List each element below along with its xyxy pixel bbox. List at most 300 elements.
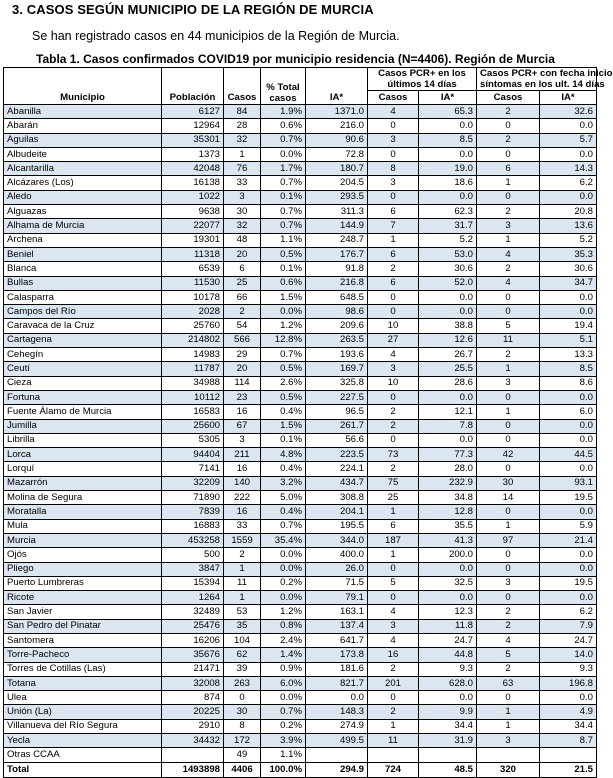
cell-pct-total: 0.6% xyxy=(261,119,306,133)
cell-casos: 1 xyxy=(224,147,261,161)
cell-pcr14-ia: 62.3 xyxy=(419,205,477,219)
cell-pcr14-ia xyxy=(419,748,477,762)
table-row xyxy=(4,491,597,505)
total-pcr14-ia: 48.5 xyxy=(419,762,477,777)
cell-sint-casos: 4 xyxy=(477,633,540,647)
table-row xyxy=(4,462,597,476)
cell-poblacion: 16138 xyxy=(162,176,224,190)
cell-pct-total: 0.0% xyxy=(261,147,306,161)
cell-casos: 84 xyxy=(224,105,261,119)
cell-casos: 25 xyxy=(224,276,261,290)
cell-casos: 11 xyxy=(224,576,261,590)
cell-casos: 32 xyxy=(224,219,261,233)
cell-pcr14-ia: 0.0 xyxy=(419,691,477,705)
cell-sint-casos: 3 xyxy=(477,219,540,233)
cell-municipio: Lorquí xyxy=(4,462,162,476)
cell-sint-ia: 196.8 xyxy=(540,676,597,690)
cell-casos: 49 xyxy=(224,748,261,762)
cell-municipio: Ricote xyxy=(4,591,162,605)
cell-poblacion: 11530 xyxy=(162,276,224,290)
cell-pcr14-casos: 5 xyxy=(368,576,419,590)
cell-poblacion: 453258 xyxy=(162,533,224,547)
cell-pcr14-ia: 28.6 xyxy=(419,376,477,390)
cell-ia: 344.0 xyxy=(306,533,368,547)
cell-pct-total: 0.0% xyxy=(261,548,306,562)
cell-sint-ia: 0.0 xyxy=(540,562,597,576)
cell-ia: 204.1 xyxy=(306,505,368,519)
cell-casos: 114 xyxy=(224,376,261,390)
cell-pcr14-casos: 0 xyxy=(368,290,419,304)
cell-casos: 23 xyxy=(224,390,261,404)
cell-pcr14-ia: 12.3 xyxy=(419,605,477,619)
cell-pct-total: 2.6% xyxy=(261,376,306,390)
cell-pct-total: 3.9% xyxy=(261,734,306,748)
cell-municipio: Torres de Cotillas (Las) xyxy=(4,662,162,676)
total-sint-casos: 320 xyxy=(477,762,540,777)
cell-casos: 30 xyxy=(224,205,261,219)
cell-pcr14-casos: 2 xyxy=(368,462,419,476)
table-row xyxy=(4,676,597,690)
cell-pct-total: 1.2% xyxy=(261,605,306,619)
cell-pcr14-ia: 31.7 xyxy=(419,219,477,233)
municipality-cases-table xyxy=(3,67,613,778)
cell-municipio: Cartagena xyxy=(4,333,162,347)
cell-municipio: Blanca xyxy=(4,262,162,276)
cell-sint-ia: 34.4 xyxy=(540,719,597,733)
cell-pcr14-casos: 4 xyxy=(368,105,419,119)
cell-sint-ia: 19.5 xyxy=(540,491,597,505)
cell-municipio: Villanueva del Río Segura xyxy=(4,719,162,733)
cell-municipio: Mazarrón xyxy=(4,476,162,490)
cell-sint-ia: 7.9 xyxy=(540,619,597,633)
cell-pct-total: 0.7% xyxy=(261,176,306,190)
cell-casos: 3 xyxy=(224,433,261,447)
cell-ia: 176.7 xyxy=(306,247,368,261)
cell-pcr14-casos: 10 xyxy=(368,319,419,333)
cell-ia: 223.5 xyxy=(306,448,368,462)
cell-ia: 434.7 xyxy=(306,476,368,490)
total-pcr14-casos: 724 xyxy=(368,762,419,777)
cell-poblacion: 7141 xyxy=(162,462,224,476)
cell-pct-total: 0.2% xyxy=(261,719,306,733)
cell-municipio: Fortuna xyxy=(4,390,162,404)
cell-sint-ia: 0.0 xyxy=(540,433,597,447)
cell-pcr14-ia: 0.0 xyxy=(419,433,477,447)
cell-sint-ia: 0.0 xyxy=(540,505,597,519)
cell-pcr14-ia: 9.3 xyxy=(419,662,477,676)
cell-pcr14-casos: 2 xyxy=(368,662,419,676)
cell-sint-ia: 93.1 xyxy=(540,476,597,490)
cell-poblacion: 34432 xyxy=(162,734,224,748)
cell-pcr14-casos: 1 xyxy=(368,233,419,247)
cell-sint-casos: 42 xyxy=(477,448,540,462)
cell-poblacion: 10178 xyxy=(162,290,224,304)
table-row xyxy=(4,648,597,662)
cell-pcr14-ia: 31.9 xyxy=(419,734,477,748)
cell-pcr14-casos: 10 xyxy=(368,376,419,390)
cell-pcr14-casos xyxy=(368,748,419,762)
cell-casos: 76 xyxy=(224,162,261,176)
cell-poblacion: 9638 xyxy=(162,205,224,219)
cell-pcr14-casos: 201 xyxy=(368,676,419,690)
cell-sint-casos: 2 xyxy=(477,105,540,119)
cell-poblacion: 11318 xyxy=(162,247,224,261)
cell-pcr14-ia: 0.0 xyxy=(419,119,477,133)
cell-sint-ia: 19.5 xyxy=(540,576,597,590)
cell-municipio: Aguilas xyxy=(4,133,162,147)
cell-casos: 16 xyxy=(224,505,261,519)
cell-pcr14-casos: 2 xyxy=(368,705,419,719)
cell-pct-total: 1.2% xyxy=(261,319,306,333)
cell-casos: 1559 xyxy=(224,533,261,547)
cell-pcr14-ia: 77.3 xyxy=(419,448,477,462)
table-row xyxy=(4,419,597,433)
total-municipio: Total xyxy=(4,762,162,777)
cell-sint-ia: 32.6 xyxy=(540,105,597,119)
cell-pcr14-casos: 2 xyxy=(368,419,419,433)
table-row xyxy=(4,433,597,447)
cell-ia: 261.7 xyxy=(306,419,368,433)
cell-sint-casos: 0 xyxy=(477,548,540,562)
cell-pct-total: 1.5% xyxy=(261,419,306,433)
cell-casos: 16 xyxy=(224,462,261,476)
cell-pct-total: 1.1% xyxy=(261,233,306,247)
table-row xyxy=(4,190,597,204)
cell-casos: 62 xyxy=(224,648,261,662)
cell-pcr14-ia: 628.0 xyxy=(419,676,477,690)
cell-pct-total: 2.4% xyxy=(261,633,306,647)
cell-sint-ia: 9.3 xyxy=(540,662,597,676)
cell-sint-casos: 2 xyxy=(477,662,540,676)
cell-pcr14-casos: 73 xyxy=(368,448,419,462)
table-row xyxy=(4,333,597,347)
header-pcr14-casos: Casos xyxy=(368,91,419,105)
cell-sint-casos: 3 xyxy=(477,376,540,390)
cell-casos: 222 xyxy=(224,491,261,505)
cell-municipio: Abarán xyxy=(4,119,162,133)
cell-poblacion: 25600 xyxy=(162,419,224,433)
cell-sint-casos: 5 xyxy=(477,648,540,662)
cell-ia: 195.5 xyxy=(306,519,368,533)
cell-pct-total: 1.1% xyxy=(261,748,306,762)
cell-pct-total: 0.0% xyxy=(261,691,306,705)
cell-pcr14-ia: 5.2 xyxy=(419,233,477,247)
cell-sint-ia: 0.0 xyxy=(540,190,597,204)
cell-poblacion: 1022 xyxy=(162,190,224,204)
cell-casos: 263 xyxy=(224,676,261,690)
cell-pcr14-ia: 38.8 xyxy=(419,319,477,333)
cell-pct-total: 0.5% xyxy=(261,247,306,261)
cell-pcr14-casos: 6 xyxy=(368,519,419,533)
cell-pcr14-ia: 9.9 xyxy=(419,705,477,719)
cell-municipio: Ulea xyxy=(4,691,162,705)
cell-sint-ia: 24.7 xyxy=(540,633,597,647)
cell-poblacion: 25476 xyxy=(162,619,224,633)
cell-casos: 172 xyxy=(224,734,261,748)
section-heading: 3. CASOS SEGÚN MUNICIPIO DE LA REGIÓN DE MURCIA xyxy=(12,2,374,17)
table-row xyxy=(4,576,597,590)
total-ia: 294.9 xyxy=(306,762,368,777)
table-row xyxy=(4,233,597,247)
cell-casos: 28 xyxy=(224,119,261,133)
total-row xyxy=(4,762,597,777)
cell-sint-ia: 6.0 xyxy=(540,405,597,419)
header-sint-ia: IA* xyxy=(540,91,597,105)
cell-sint-ia: 5.9 xyxy=(540,519,597,533)
cell-sint-ia: 5.7 xyxy=(540,133,597,147)
cell-sint-ia: 35.3 xyxy=(540,247,597,261)
cell-ia: 308.8 xyxy=(306,491,368,505)
cell-municipio: Bullas xyxy=(4,276,162,290)
cell-ia: 79.1 xyxy=(306,591,368,605)
cell-ia: 72.8 xyxy=(306,147,368,161)
cell-pcr14-casos: 7 xyxy=(368,219,419,233)
header-pct-total: % Total casos xyxy=(261,68,306,105)
cell-sint-ia: 34.7 xyxy=(540,276,597,290)
cell-casos: 53 xyxy=(224,605,261,619)
cell-municipio: Yecla xyxy=(4,734,162,748)
cell-municipio: San Pedro del Pinatar xyxy=(4,619,162,633)
cell-pct-total: 0.1% xyxy=(261,190,306,204)
cell-sint-ia: 8.5 xyxy=(540,362,597,376)
cell-pct-total: 0.5% xyxy=(261,362,306,376)
cell-ia: 204.5 xyxy=(306,176,368,190)
table-row xyxy=(4,290,597,304)
cell-municipio: Pliego xyxy=(4,562,162,576)
cell-sint-casos: 0 xyxy=(477,190,540,204)
table-row xyxy=(4,319,597,333)
cell-sint-casos: 97 xyxy=(477,533,540,547)
table-row xyxy=(4,176,597,190)
cell-casos: 29 xyxy=(224,348,261,362)
cell-ia xyxy=(306,748,368,762)
total-casos: 4406 xyxy=(224,762,261,777)
cell-municipio: Molina de Segura xyxy=(4,491,162,505)
cell-pct-total: 5.0% xyxy=(261,491,306,505)
cell-pcr14-casos: 6 xyxy=(368,247,419,261)
cell-sint-casos: 0 xyxy=(477,433,540,447)
table-body xyxy=(4,105,597,778)
cell-sint-casos: 0 xyxy=(477,562,540,576)
cell-pct-total: 0.2% xyxy=(261,576,306,590)
cell-sint-ia: 14.0 xyxy=(540,648,597,662)
cell-sint-casos: 0 xyxy=(477,305,540,319)
table-row xyxy=(4,734,597,748)
cell-pcr14-casos: 0 xyxy=(368,433,419,447)
cell-pcr14-casos: 0 xyxy=(368,119,419,133)
table-row xyxy=(4,133,597,147)
cell-ia: 98.6 xyxy=(306,305,368,319)
cell-ia: 148.3 xyxy=(306,705,368,719)
cell-poblacion: 1264 xyxy=(162,591,224,605)
cell-municipio: Ceutí xyxy=(4,362,162,376)
cell-pcr14-casos: 4 xyxy=(368,605,419,619)
cell-pcr14-ia: 44.8 xyxy=(419,648,477,662)
cell-sint-casos: 2 xyxy=(477,348,540,362)
cell-sint-ia: 0.0 xyxy=(540,462,597,476)
cell-casos: 8 xyxy=(224,719,261,733)
cell-sint-ia: 6.2 xyxy=(540,176,597,190)
cell-ia: 96.5 xyxy=(306,405,368,419)
cell-poblacion: 10112 xyxy=(162,390,224,404)
cell-pct-total: 0.1% xyxy=(261,262,306,276)
cell-sint-ia: 0.0 xyxy=(540,548,597,562)
table-row xyxy=(4,305,597,319)
cell-sint-casos: 4 xyxy=(477,276,540,290)
cell-ia: 144.9 xyxy=(306,219,368,233)
cell-casos: 140 xyxy=(224,476,261,490)
cell-municipio: Unión (La) xyxy=(4,705,162,719)
cell-pct-total: 0.7% xyxy=(261,519,306,533)
cell-pcr14-casos: 187 xyxy=(368,533,419,547)
cell-sint-casos: 4 xyxy=(477,247,540,261)
cell-sint-casos: 30 xyxy=(477,476,540,490)
table-row xyxy=(4,562,597,576)
cell-municipio: Lorca xyxy=(4,448,162,462)
cell-poblacion: 94404 xyxy=(162,448,224,462)
cell-poblacion: 2028 xyxy=(162,305,224,319)
cell-pct-total: 4.8% xyxy=(261,448,306,462)
cell-municipio: Albudeite xyxy=(4,147,162,161)
cell-municipio: San Javier xyxy=(4,605,162,619)
cell-ia: 325.8 xyxy=(306,376,368,390)
cell-poblacion: 3847 xyxy=(162,562,224,576)
table-caption: Tabla 1. Casos confirmados COVID19 por municipio residencia (N=4406). Región de Murcia xyxy=(36,52,555,66)
cell-pcr14-ia: 11.8 xyxy=(419,619,477,633)
cell-sint-casos: 3 xyxy=(477,576,540,590)
cell-pcr14-ia: 34.4 xyxy=(419,719,477,733)
cell-ia: 91.8 xyxy=(306,262,368,276)
table-row xyxy=(4,505,597,519)
cell-poblacion: 12964 xyxy=(162,119,224,133)
cell-sint-ia: 4.9 xyxy=(540,705,597,719)
cell-poblacion: 32489 xyxy=(162,605,224,619)
cell-ia: 641.7 xyxy=(306,633,368,647)
cell-pcr14-casos: 3 xyxy=(368,176,419,190)
cell-sint-casos: 2 xyxy=(477,619,540,633)
cell-ia: 0.0 xyxy=(306,691,368,705)
cell-sint-casos xyxy=(477,748,540,762)
cell-pct-total: 12.8% xyxy=(261,333,306,347)
cell-sint-casos: 6 xyxy=(477,162,540,176)
cell-ia: 209.6 xyxy=(306,319,368,333)
cell-municipio: Archena xyxy=(4,233,162,247)
table-row xyxy=(4,633,597,647)
cell-sint-ia: 0.0 xyxy=(540,390,597,404)
cell-ia: 169.7 xyxy=(306,362,368,376)
cell-municipio: Mula xyxy=(4,519,162,533)
cell-poblacion: 35301 xyxy=(162,133,224,147)
header-poblacion: Población xyxy=(162,68,224,105)
cell-sint-casos: 0 xyxy=(477,119,540,133)
cell-sint-casos: 1 xyxy=(477,176,540,190)
cell-municipio: Cehegín xyxy=(4,348,162,362)
table-row xyxy=(4,533,597,547)
table-row xyxy=(4,162,597,176)
cell-casos: 16 xyxy=(224,405,261,419)
cell-pcr14-casos: 0 xyxy=(368,562,419,576)
cell-ia: 821.7 xyxy=(306,676,368,690)
table-row xyxy=(4,105,597,119)
intro-text: Se han registrado casos en 44 municipios de la Región de Murcia. xyxy=(32,29,400,43)
header-sint-casos: Casos xyxy=(477,91,540,105)
cell-municipio: Moratalla xyxy=(4,505,162,519)
cell-pcr14-ia: 25.5 xyxy=(419,362,477,376)
cell-poblacion: 6127 xyxy=(162,105,224,119)
total-pct-total: 100.0% xyxy=(261,762,306,777)
table-row xyxy=(4,691,597,705)
cell-ia: 499.5 xyxy=(306,734,368,748)
cell-sint-casos: 14 xyxy=(477,491,540,505)
cell-pcr14-ia: 232.9 xyxy=(419,476,477,490)
cell-pcr14-ia: 0.0 xyxy=(419,390,477,404)
cell-pcr14-casos: 6 xyxy=(368,205,419,219)
cell-sint-casos: 0 xyxy=(477,290,540,304)
cell-pcr14-ia: 0.0 xyxy=(419,290,477,304)
table-row xyxy=(4,362,597,376)
cell-pct-total: 0.7% xyxy=(261,133,306,147)
cell-casos: 20 xyxy=(224,362,261,376)
cell-pcr14-ia: 52.0 xyxy=(419,276,477,290)
cell-poblacion: 16206 xyxy=(162,633,224,647)
cell-pcr14-ia: 28.0 xyxy=(419,462,477,476)
table-row xyxy=(4,390,597,404)
cell-pct-total: 1.4% xyxy=(261,648,306,662)
cell-pct-total: 1.9% xyxy=(261,105,306,119)
cell-municipio: Otras CCAA xyxy=(4,748,162,762)
table-row xyxy=(4,147,597,161)
cell-poblacion: 7839 xyxy=(162,505,224,519)
cell-pct-total: 0.7% xyxy=(261,348,306,362)
table-row xyxy=(4,619,597,633)
cell-poblacion: 214802 xyxy=(162,333,224,347)
cell-pcr14-casos: 27 xyxy=(368,333,419,347)
cell-casos: 54 xyxy=(224,319,261,333)
cell-sint-ia: 0.0 xyxy=(540,419,597,433)
cell-municipio: Aledo xyxy=(4,190,162,204)
table-row xyxy=(4,405,597,419)
table-row xyxy=(4,548,597,562)
cell-sint-ia: 14.3 xyxy=(540,162,597,176)
cell-pct-total: 35.4% xyxy=(261,533,306,547)
cell-sint-casos: 11 xyxy=(477,333,540,347)
cell-ia: 263.5 xyxy=(306,333,368,347)
cell-poblacion: 21471 xyxy=(162,662,224,676)
cell-pcr14-ia: 12.1 xyxy=(419,405,477,419)
cell-pcr14-ia: 8.5 xyxy=(419,133,477,147)
cell-municipio: Ojós xyxy=(4,548,162,562)
cell-municipio: Librilla xyxy=(4,433,162,447)
cell-municipio: Abanilla xyxy=(4,105,162,119)
cell-sint-ia: 0.0 xyxy=(540,591,597,605)
cell-poblacion xyxy=(162,748,224,762)
cell-casos: 35 xyxy=(224,619,261,633)
cell-ia: 90.6 xyxy=(306,133,368,147)
cell-sint-casos: 0 xyxy=(477,147,540,161)
cell-poblacion: 20225 xyxy=(162,705,224,719)
cell-pcr14-casos: 75 xyxy=(368,476,419,490)
cell-pcr14-ia: 0.0 xyxy=(419,591,477,605)
cell-sint-casos: 2 xyxy=(477,262,540,276)
header-casos: Casos xyxy=(224,68,261,105)
cell-casos: 1 xyxy=(224,591,261,605)
cell-ia: 293.5 xyxy=(306,190,368,204)
cell-poblacion: 42048 xyxy=(162,162,224,176)
cell-municipio: Alcantarilla xyxy=(4,162,162,176)
table-row xyxy=(4,247,597,261)
cell-municipio: Totana xyxy=(4,676,162,690)
cell-casos: 48 xyxy=(224,233,261,247)
